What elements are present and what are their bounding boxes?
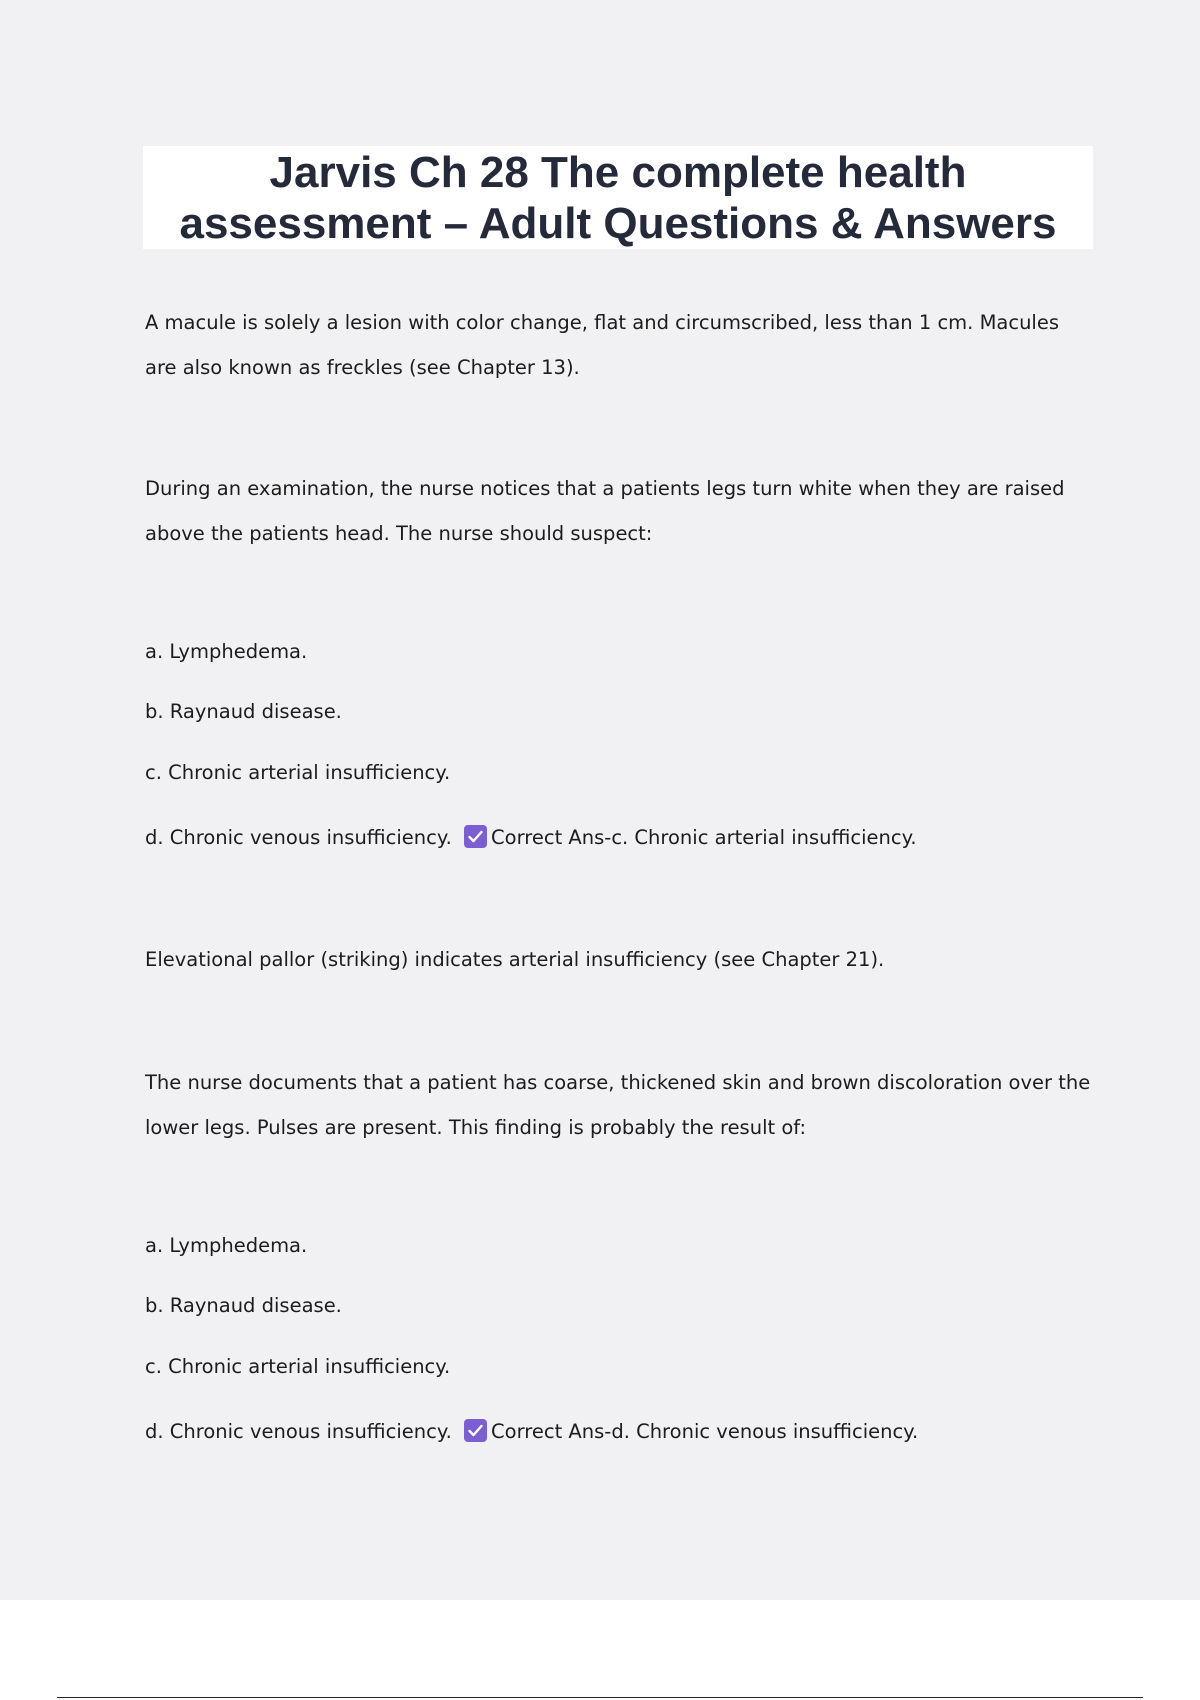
q1-answer: Correct Ans-c. Chronic arterial insufficiency. bbox=[491, 826, 917, 849]
q2-option-d-line bbox=[145, 1417, 1095, 1447]
question-2: The nurse documents that a patient has coarse, thickened skin and brown discoloration over the lower legs. Pulses are present. This finding is probably the result of: bbox=[145, 1071, 1091, 1139]
document-title bbox=[143, 146, 1093, 249]
q1-option-d-line bbox=[145, 823, 1095, 853]
q1-rationale: Elevational pallor (striking) indicates arterial insufficiency (see Chapter 21). bbox=[145, 948, 885, 971]
q1-option-a: a. Lymphedema. bbox=[145, 640, 308, 663]
q2-option-b: b. Raynaud disease. bbox=[145, 1294, 342, 1317]
q1-option-b: b. Raynaud disease. bbox=[145, 700, 342, 723]
checkbox-checked-icon bbox=[464, 825, 487, 848]
q2-option-a: a. Lymphedema. bbox=[145, 1234, 308, 1257]
q1-option-c: c. Chronic arterial insufficiency. bbox=[145, 761, 451, 784]
footer-divider bbox=[57, 1697, 1143, 1698]
title-line-2: assessment – Adult Questions & Answers bbox=[179, 198, 1057, 248]
question-1: During an examination, the nurse notices that a patients legs turn white when they are raised above the patients head. The nurse should suspect: bbox=[145, 477, 1065, 545]
q2-answer: Correct Ans-d. Chronic venous insufficiency. bbox=[491, 1420, 919, 1443]
title-line-1: Jarvis Ch 28 The complete health bbox=[269, 147, 967, 197]
q2-option-c: c. Chronic arterial insufficiency. bbox=[145, 1355, 451, 1378]
q2-option-d: d. Chronic venous insufficiency. bbox=[145, 1420, 452, 1443]
q1-option-d: d. Chronic venous insufficiency. bbox=[145, 826, 452, 849]
checkbox-checked-icon bbox=[464, 1419, 487, 1442]
intro-paragraph: A macule is solely a lesion with color change, flat and circumscribed, less than 1 cm. Macules are also known as freckles (see Chapter 13). bbox=[145, 311, 1060, 379]
